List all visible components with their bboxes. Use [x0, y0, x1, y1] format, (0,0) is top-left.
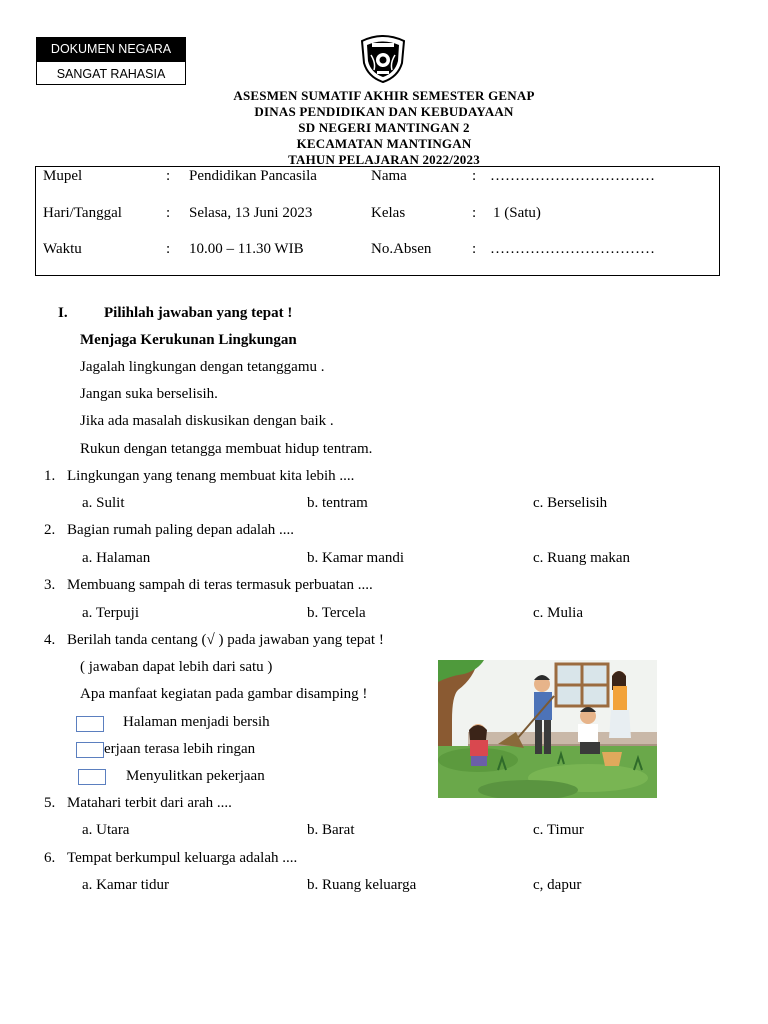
- stamp-sangat-rahasia: SANGAT RAHASIA: [36, 61, 186, 85]
- nama-label: Nama: [371, 168, 407, 184]
- reading-line: Jagalah lingkungan dengan tetanggamu .: [80, 359, 325, 375]
- colon: :: [472, 168, 477, 184]
- question-text: Membuang sampah di teras termasuk perbuatan ....: [67, 577, 373, 593]
- absen-field[interactable]: ……………………………: [490, 241, 655, 257]
- hari-value: Selasa, 13 Juni 2023: [189, 205, 313, 221]
- option-c[interactable]: c. Berselisih: [533, 495, 608, 511]
- question-note: ( jawaban dapat lebih dari satu ): [80, 659, 273, 675]
- reading-line: Jika ada masalah diskusikan dengan baik .: [80, 413, 334, 429]
- option-c[interactable]: c. Timur: [533, 822, 584, 838]
- header-title: ASESMEN SUMATIF AKHIR SEMESTER GENAP: [233, 88, 535, 103]
- option-a[interactable]: a. Terpuji: [82, 605, 139, 621]
- checkbox-label: Menyulitkan pekerjaan: [126, 768, 265, 784]
- colon: :: [166, 168, 171, 184]
- question-number: 4.: [44, 632, 56, 648]
- mupel-label: Mupel: [43, 168, 83, 184]
- stamp-dokumen-negara: DOKUMEN NEGARA: [36, 37, 186, 62]
- kelas-label: Kelas: [371, 205, 406, 221]
- nama-field[interactable]: ……………………………: [490, 168, 655, 184]
- header-year: TAHUN PELAJARAN 2022/2023: [288, 152, 480, 167]
- waktu-label: Waktu: [43, 241, 82, 257]
- option-c[interactable]: c, dapur: [533, 877, 582, 893]
- mupel-value: Pendidikan Pancasila: [189, 168, 317, 184]
- question-text: Lingkungan yang tenang membuat kita lebih ....: [67, 468, 355, 484]
- option-a[interactable]: a. Kamar tidur: [82, 877, 170, 893]
- colon: :: [472, 205, 477, 221]
- question-text: Tempat berkumpul keluarga adalah ....: [67, 850, 298, 866]
- hari-label: Hari/Tanggal: [43, 205, 122, 221]
- question-number: 5.: [44, 795, 56, 811]
- section-instruction: Pilihlah jawaban yang tepat !: [104, 305, 293, 321]
- option-a[interactable]: a. Sulit: [82, 495, 125, 511]
- reading-line: Rukun dengan tetangga membuat hidup tentram.: [80, 441, 373, 457]
- checkbox[interactable]: [76, 742, 104, 758]
- header-school: SD NEGERI MANTINGAN 2: [298, 120, 470, 135]
- question-number: 1.: [44, 468, 56, 484]
- checkbox-label: erjaan terasa lebih ringan: [104, 741, 256, 757]
- option-a[interactable]: a. Halaman: [82, 550, 151, 566]
- question-text: Bagian rumah paling depan adalah ....: [67, 522, 295, 538]
- question-number: 6.: [44, 850, 56, 866]
- question-prompt: Apa manfaat kegiatan pada gambar disamping !: [80, 686, 368, 702]
- checkbox[interactable]: [78, 769, 106, 785]
- question-text: Matahari terbit dari arah ....: [67, 795, 232, 811]
- option-b[interactable]: b. Barat: [307, 822, 355, 838]
- question-number: 3.: [44, 577, 56, 593]
- reading-line: Jangan suka berselisih.: [80, 386, 218, 402]
- kelas-value: 1 (Satu): [493, 205, 541, 221]
- waktu-value: 10.00 – 11.30 WIB: [189, 241, 304, 257]
- header-district: KECAMATAN MANTINGAN: [296, 136, 472, 151]
- question-number: 2.: [44, 522, 56, 538]
- option-b[interactable]: b. Ruang keluarga: [307, 877, 417, 893]
- option-c[interactable]: c. Ruang makan: [533, 550, 631, 566]
- option-b[interactable]: b. tentram: [307, 495, 368, 511]
- question-text: Berilah tanda centang (√ ) pada jawaban yang tepat !: [67, 632, 384, 648]
- option-a[interactable]: a. Utara: [82, 822, 130, 838]
- regional-emblem-icon: [358, 33, 408, 83]
- header-department: DINAS PENDIDIKAN DAN KEBUDAYAAN: [254, 104, 514, 119]
- section-numeral: I.: [58, 305, 68, 321]
- absen-label: No.Absen: [371, 241, 432, 257]
- colon: :: [166, 241, 171, 257]
- option-b[interactable]: b. Kamar mandi: [307, 550, 405, 566]
- checkbox-label: Halaman menjadi bersih: [123, 714, 270, 730]
- option-c[interactable]: c. Mulia: [533, 605, 583, 621]
- colon: :: [166, 205, 171, 221]
- reading-title: Menjaga Kerukunan Lingkungan: [80, 332, 297, 348]
- option-b[interactable]: b. Tercela: [307, 605, 366, 621]
- cleaning-yard-illustration: [438, 660, 657, 798]
- checkbox[interactable]: [76, 716, 104, 732]
- colon: :: [472, 241, 477, 257]
